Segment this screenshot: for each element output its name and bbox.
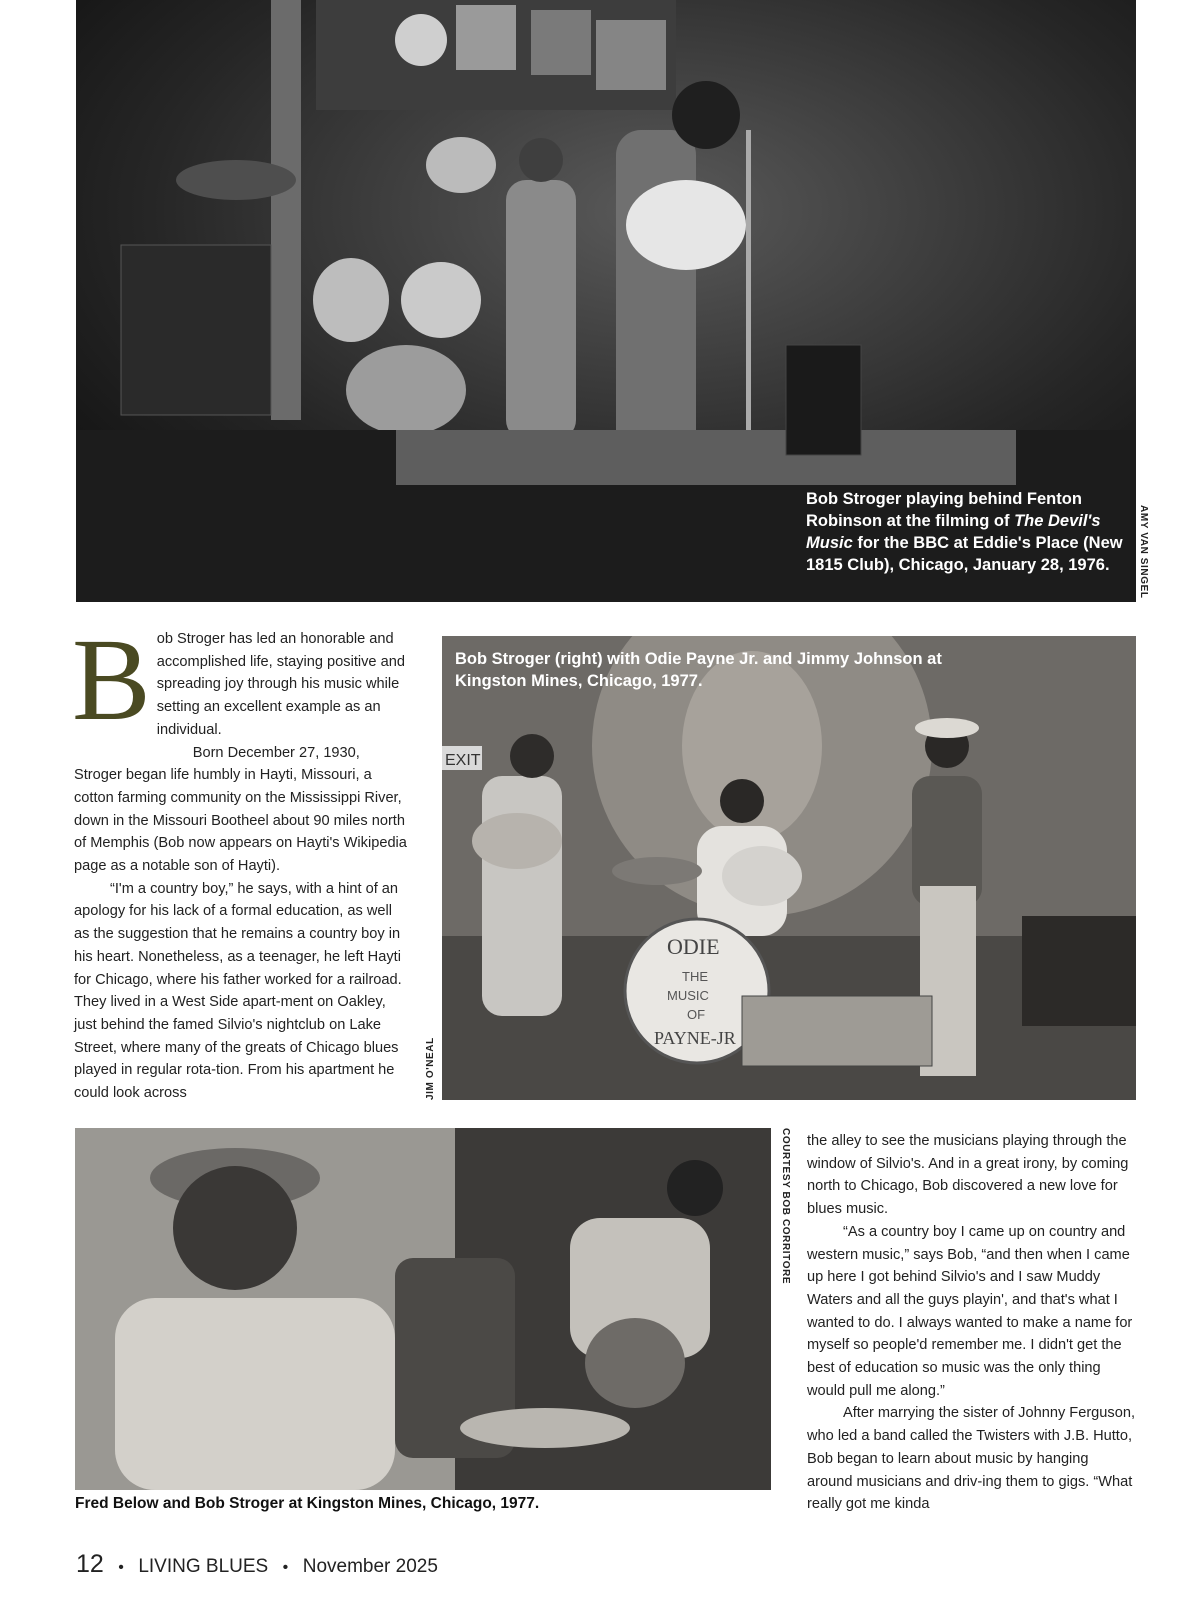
exit-sign: EXIT (445, 752, 481, 769)
bass-drum-text-odie: ODIE (667, 934, 720, 959)
article-column-right (807, 1130, 1137, 1516)
caption-top-text: Bob Stroger playing behind Fenton Robinson at the filming of (806, 490, 1082, 530)
caption-middle-photo: Bob Stroger (right) with Odie Payne Jr. and Jimmy Johnson at Kingston Mines, Chicago, 1977. (455, 650, 942, 690)
paragraph-intro: ob Stroger has led an honorable and accomplished life, staying positive and spreading joy through his music while setting an excellent example as an individual. (156, 631, 405, 738)
page-number: 12 (76, 1550, 104, 1578)
fred-below-photo-illustration (75, 1128, 771, 1490)
photo-kingston-mines-band (442, 636, 1136, 1100)
photo-fred-below-bob-stroger (75, 1128, 771, 1490)
bass-drum-text-music: MUSIC (667, 988, 709, 1003)
bass-drum-text-the: THE (682, 969, 708, 984)
paragraph-silvios-window: the alley to see the musicians playing through the window of Silvio's. And in a great irony, by coming north to Chicago, Bob discovered a new love for blues music. (807, 1133, 1129, 1218)
paragraph-born: Born December 27, 1930, Stroger began life humbly in Hayti, Missouri, a cotton farming community on the Mississippi River, down in the Missouri Bootheel about 90 miles north of Memphis (Bob now appears on Hayti's Wikipedia page as a notable son of Hayti). (74, 744, 407, 875)
photo-credit-middle: JIM O'NEAL (425, 1037, 436, 1100)
paragraph-johnny-ferguson: After marrying the sister of Johnny Ferguson, who led a band called the Twisters with J.B. Hutto, Bob began to learn about music by hanging around musicians and driv-ing them to gigs. “What really got me kinda (807, 1405, 1136, 1513)
caption-top-text-end: for the BBC at Eddie's Place (New 1815 Club), Chicago, January 28, 1976. (806, 534, 1123, 574)
photo-credit-bottom: COURTESY BOB CORRITORE (780, 1128, 791, 1285)
caption-bottom-photo: Fred Below and Bob Stroger at Kingston Mines, Chicago, 1977. (75, 1495, 540, 1512)
kingston-mines-photo-illustration (442, 636, 1136, 1100)
caption-top-film-title: The Devil's Music (806, 512, 1101, 552)
photo-credit-top: AMY VAN SINGEL (1138, 505, 1149, 599)
issue-date: November 2025 (302, 1556, 438, 1577)
bass-drum-text-payne: PAYNE-JR (654, 1028, 736, 1048)
bass-drum-text-of: OF (687, 1007, 706, 1022)
article-column-left (72, 614, 409, 1105)
paragraph-country-boy: “I'm a country boy,” he says, with a hint of an apology for his lack of a formal education, as well as the suggestion that he remains a country boy in his heart. Nonetheless, as a teenager, he left Hayti for Chicago, where his father worked for a railroad. They lived in a West Side apart-ment on Oakley, just behind the famed Silvio's nightclub on Lake Street, where many of the greats of Chicago blues played in regular rota-tion. From his apartment he could look across (74, 880, 402, 1102)
drop-cap: B (72, 614, 151, 745)
caption-top-photo (806, 488, 1131, 576)
paragraph-country-western: “As a country boy I came up on country and western music,” says Bob, “and then when I came up here I got behind Silvio's and I saw Muddy Waters and all the guys playin', and that's what I wanted to do. I always wanted to make a name for myself so people'd remember me. I didn't get the best of education so music was the only thing would pull me along.” (807, 1223, 1133, 1399)
magazine-name: LIVING BLUES (138, 1556, 269, 1577)
folio-separator: • (118, 1559, 124, 1576)
page-footer-folio (76, 1550, 438, 1579)
folio-separator-2: • (282, 1559, 289, 1576)
